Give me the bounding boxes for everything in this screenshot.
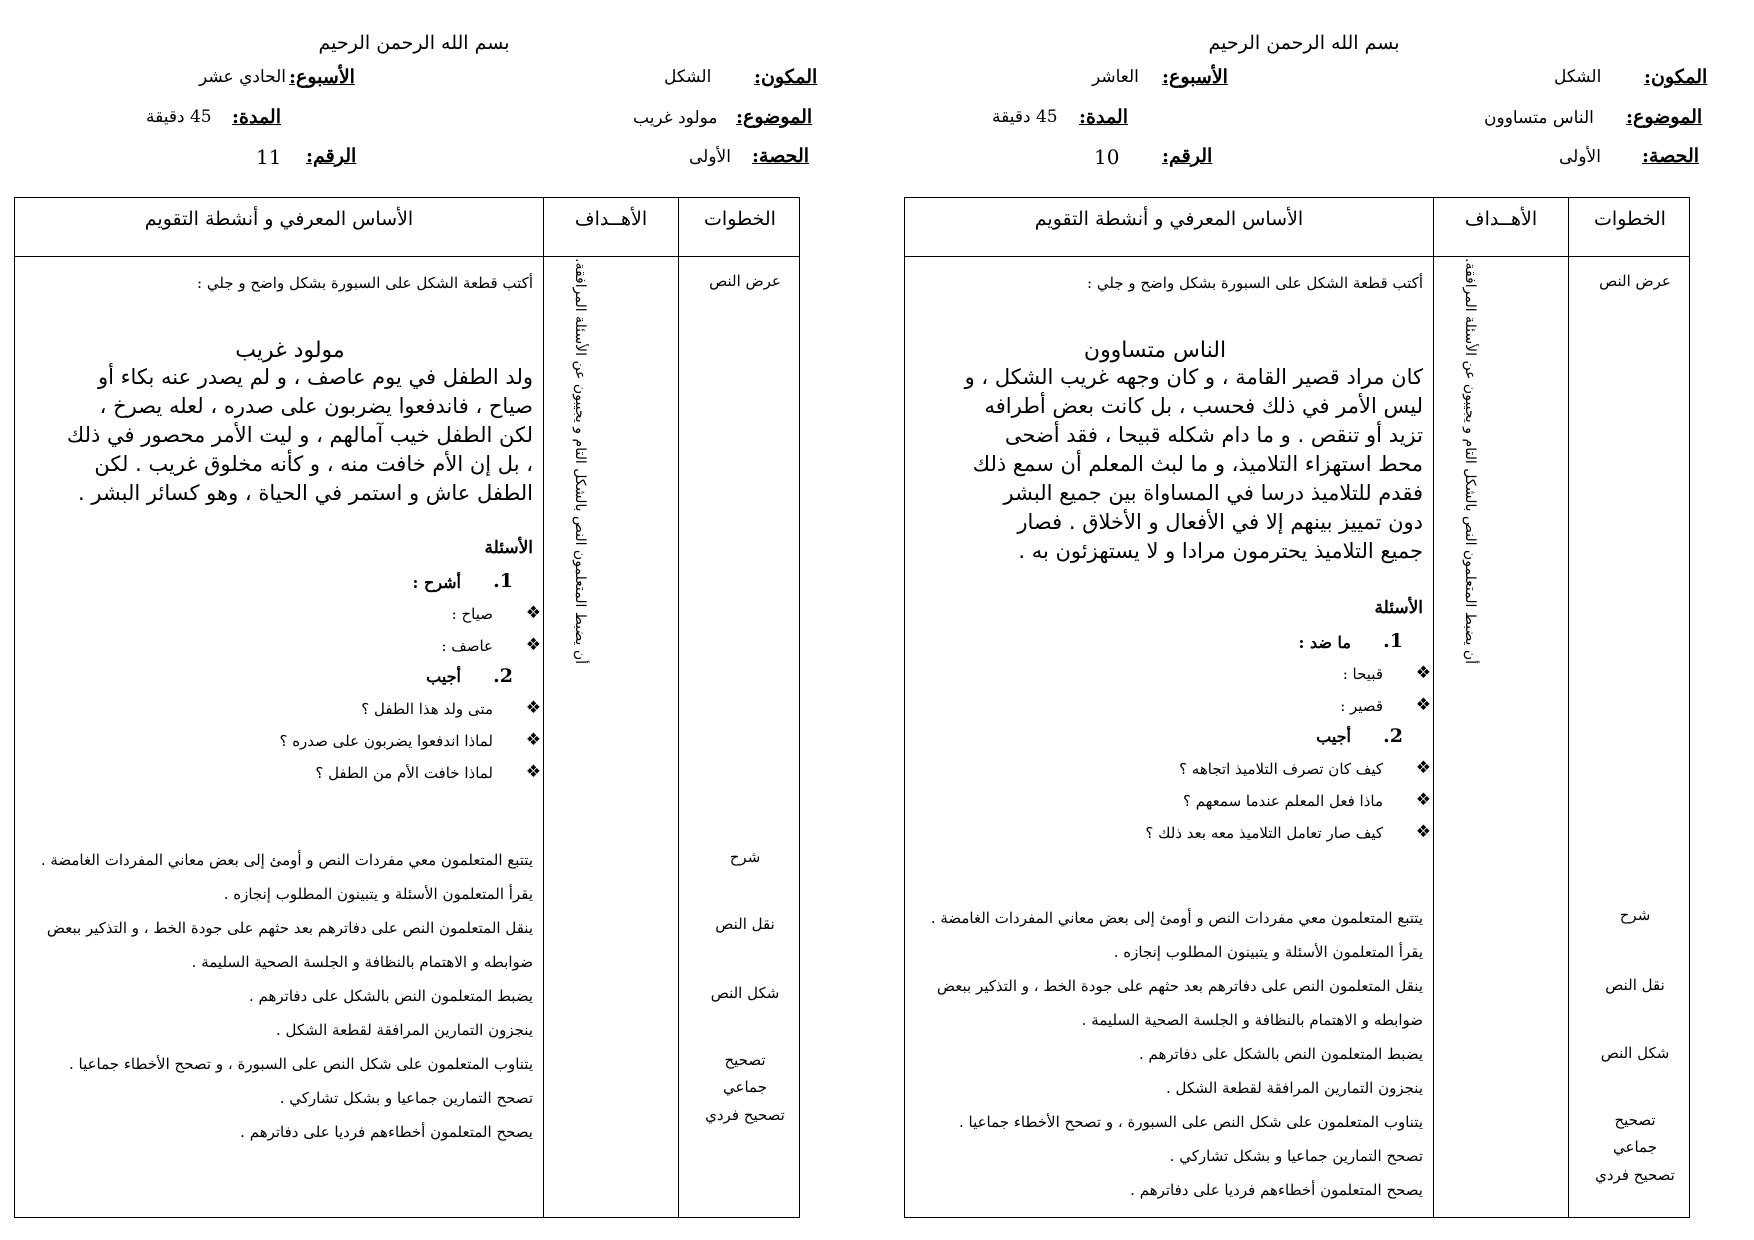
column-divider [543, 198, 544, 1217]
activity-line: يتناوب المتعلمون على شكل النص على السبورة ، و تصحح الأخطاء جماعيا . [68, 1055, 533, 1073]
step-label: نقل النص [1605, 976, 1665, 994]
column-divider [1433, 198, 1434, 1217]
activity-line: ضوابطه و الاهتمام بالنظافة و الجلسة الصحية السليمة . [191, 953, 533, 971]
number-label: الرقم: [1162, 145, 1213, 167]
passage-line: صياح ، فاندفعوا يضربون على صدره ، لعله يصرخ ، [99, 394, 533, 418]
activity-line: ينجزون التمارين المرافقة لقطعة الشكل . [275, 1021, 533, 1039]
topic-label: الموضوع: [1626, 106, 1703, 128]
question-item: كيف كان تصرف التلاميذ اتجاهه ؟ [1179, 760, 1383, 778]
session-value: الأولى [1559, 147, 1601, 167]
column-header-goals: الأهــداف [574, 208, 648, 230]
questions-heading: الأسئلة [1374, 598, 1423, 618]
bullet-icon: ❖ [525, 730, 541, 750]
header-divider [15, 256, 799, 257]
passage-line: الطفل عاش و استمر في الحياة ، وهو كسائر البشر . [78, 481, 533, 505]
bullet-icon: ❖ [525, 762, 541, 782]
duration-value: 45 دقيقة [992, 107, 1058, 127]
question-label: أجيب [1316, 727, 1351, 746]
activity-line: يتتبع المتعلمون معي مفردات النص و أومئ إلى بعض معاني المفردات الغامضة . [930, 909, 1423, 927]
questions-heading: الأسئلة [484, 538, 533, 558]
step-label: جماعي [1613, 1138, 1657, 1156]
activity-line: ينجزون التمارين المرافقة لقطعة الشكل . [1165, 1079, 1423, 1097]
header-divider [905, 256, 1689, 257]
activity-line: تصحح التمارين جماعيا و بشكل تشاركي . [279, 1089, 533, 1107]
question-item: متى ولد هذا الطفل ؟ [361, 700, 493, 718]
question-number: 1. [1383, 630, 1403, 652]
passage-line: لكن الطفل خيب آمالهم ، و ليت الأمر محصور في ذلك [66, 423, 533, 447]
activity-line: يتناوب المتعلمون على شكل النص على السبورة ، و تصحح الأخطاء جماعيا . [958, 1113, 1423, 1131]
column-header-steps: الخطوات [1594, 208, 1666, 230]
duration-label: المدة: [232, 106, 281, 128]
week-value: الحادي عشر [199, 67, 287, 87]
bullet-icon: ❖ [1415, 758, 1431, 778]
session-value: الأولى [689, 147, 731, 167]
activity-line: يتتبع المتعلمون معي مفردات النص و أومئ إلى بعض معاني المفردات الغامضة . [40, 851, 533, 869]
activity-line: يصحح المتعلمون أخطاءهم فرديا على دفاترهم . [240, 1123, 533, 1141]
week-value: العاشر [1092, 67, 1139, 87]
objective-text: أن يضبط المتعلمون النص بالشكل التام و يجيبون عن الأسئلة المرافقة. [1462, 257, 1479, 664]
bullet-icon: ❖ [1415, 663, 1431, 683]
passage-line: تزيد أو تنقص . و ما دام شكله قبيحا ، فقد أضحى [1004, 423, 1423, 447]
step-label: شكل النص [1600, 1044, 1670, 1062]
question-label: ما ضد : [1298, 633, 1351, 652]
topic-label: الموضوع: [736, 106, 813, 128]
activity-line: تصحح التمارين جماعيا و بشكل تشاركي . [1169, 1147, 1423, 1165]
question-item: كيف صار تعامل التلاميذ معه بعد ذلك ؟ [1145, 824, 1383, 842]
bullet-icon: ❖ [525, 635, 541, 655]
passage [918, 363, 1423, 566]
question-number: 2. [1383, 725, 1403, 747]
basmala: بسم الله الرحمن الرحيم [1208, 32, 1400, 54]
lesson-table [14, 197, 800, 1218]
topic-value: مولود غريب [633, 108, 718, 128]
instruction-text: أكتب قطعة الشكل على السبورة بشكل واضح و جلي : [197, 274, 533, 292]
step-label: شرح [729, 848, 761, 866]
objective-text: أن يضبط المتعلمون النص بالشكل التام و يجيبون عن الأسئلة المرافقة. [572, 257, 589, 664]
column-divider [1568, 198, 1569, 1217]
duration-value: 45 دقيقة [146, 107, 212, 127]
step-label: تصحيح [724, 1051, 766, 1069]
question-item: ماذا فعل المعلم عندما سمعهم ؟ [1183, 792, 1383, 810]
passage-line: جميع التلاميذ يحترمون مرادا و لا يستهزئون به . [1018, 539, 1423, 563]
step-label: نقل النص [715, 915, 775, 933]
step-label: تصحيح [1614, 1111, 1656, 1129]
session-label: الحصة: [752, 145, 810, 167]
number-label: الرقم: [306, 145, 357, 167]
topic-value: الناس متساوون [1484, 108, 1594, 128]
activity-line: ينقل المتعلمون النص على دفاترهم بعد حثهم على جودة الخط ، و التذكير ببعض [936, 977, 1423, 995]
bullet-icon: ❖ [525, 603, 541, 623]
bullet-icon: ❖ [1415, 822, 1431, 842]
passage-line: ليس الأمر في ذلك فحسب ، بل كانت بعض أطرافه [984, 394, 1423, 418]
passage-line: دون تمييز بينهم إلا في الأفعال و الأخلاق . فصار [1017, 510, 1423, 534]
activity-line: يقرأ المتعلمون الأسئلة و يتبينون المطلوب إنجازه . [1113, 943, 1423, 961]
question-item: قصير : [1340, 697, 1383, 715]
passage-line: ، بل إن الأم خافت منه ، و كأنه مخلوق غريب . لكن [94, 452, 533, 476]
lesson-table [904, 197, 1690, 1218]
column-header-content: الأساس المعرفي و أنشطة التقويم [144, 208, 414, 230]
step-label: تصحيح فردي [705, 1106, 785, 1124]
column-header-steps: الخطوات [704, 208, 776, 230]
question-label: أشرح : [412, 573, 461, 592]
session-label: الحصة: [1642, 145, 1700, 167]
bullet-icon: ❖ [525, 698, 541, 718]
number-value: 11 [256, 145, 282, 169]
column-divider [678, 198, 679, 1217]
lesson-page-10 [904, 0, 1708, 1240]
basmala: بسم الله الرحمن الرحيم [318, 32, 510, 54]
question-number: 1. [493, 570, 513, 592]
bullet-icon: ❖ [1415, 695, 1431, 715]
duration-label: المدة: [1079, 106, 1128, 128]
column-header-goals: الأهــداف [1464, 208, 1538, 230]
component-label: المكون: [1644, 66, 1708, 88]
lesson-page-11 [14, 0, 818, 1240]
component-label: المكون: [754, 66, 818, 88]
passage-title: الناس متساوون [1083, 338, 1227, 363]
component-value: الشكل [1554, 67, 1602, 87]
component-value: الشكل [664, 67, 712, 87]
activity-line: يضبط المتعلمون النص بالشكل على دفاترهم . [248, 987, 533, 1005]
passage-line: كان مراد قصير القامة ، و كان وجهه غريب الشكل ، و [964, 365, 1423, 389]
number-value: 10 [1094, 145, 1120, 169]
activity-line: يضبط المتعلمون النص بالشكل على دفاترهم . [1138, 1045, 1423, 1063]
week-label: الأسبوع: [1162, 66, 1228, 88]
activity-line: يصحح المتعلمون أخطاءهم فرديا على دفاترهم . [1130, 1181, 1423, 1199]
question-item: صياح : [451, 605, 493, 623]
activity-line: يقرأ المتعلمون الأسئلة و يتبينون المطلوب إنجازه . [223, 885, 533, 903]
step-label: تصحيح فردي [1595, 1166, 1675, 1184]
week-label: الأسبوع: [289, 66, 355, 88]
question-item: عاصف : [441, 637, 493, 655]
question-item: لماذا خافت الأم من الطفل ؟ [315, 764, 493, 782]
activity-line: ينقل المتعلمون النص على دفاترهم بعد حثهم على جودة الخط ، و التذكير ببعض [46, 919, 533, 937]
step-label: شرح [1619, 906, 1651, 924]
bullet-icon: ❖ [1415, 790, 1431, 810]
question-item: قبيحا : [1342, 665, 1383, 683]
step-label: عرض النص [709, 272, 781, 290]
question-number: 2. [493, 665, 513, 687]
step-label: شكل النص [710, 984, 780, 1002]
activity-line: ضوابطه و الاهتمام بالنظافة و الجلسة الصحية السليمة . [1081, 1011, 1423, 1029]
passage-line: ولد الطفل في يوم عاصف ، و لم يصدر عنه بكاء أو [97, 365, 533, 389]
passage [28, 363, 533, 508]
instruction-text: أكتب قطعة الشكل على السبورة بشكل واضح و جلي : [1087, 274, 1423, 292]
column-header-content: الأساس المعرفي و أنشطة التقويم [1034, 208, 1304, 230]
question-item: لماذا اندفعوا يضربون على صدره ؟ [279, 732, 493, 750]
step-label: عرض النص [1599, 272, 1671, 290]
step-label: جماعي [723, 1078, 767, 1096]
passage-line: فقدم للتلاميذ درسا في المساواة بين جميع البشر [1003, 481, 1423, 505]
question-label: أجيب [426, 667, 461, 686]
passage-line: محط استهزاء التلاميذ، و ما لبث المعلم أن سمع ذلك [972, 452, 1423, 476]
passage-title: مولود غريب [235, 338, 345, 363]
